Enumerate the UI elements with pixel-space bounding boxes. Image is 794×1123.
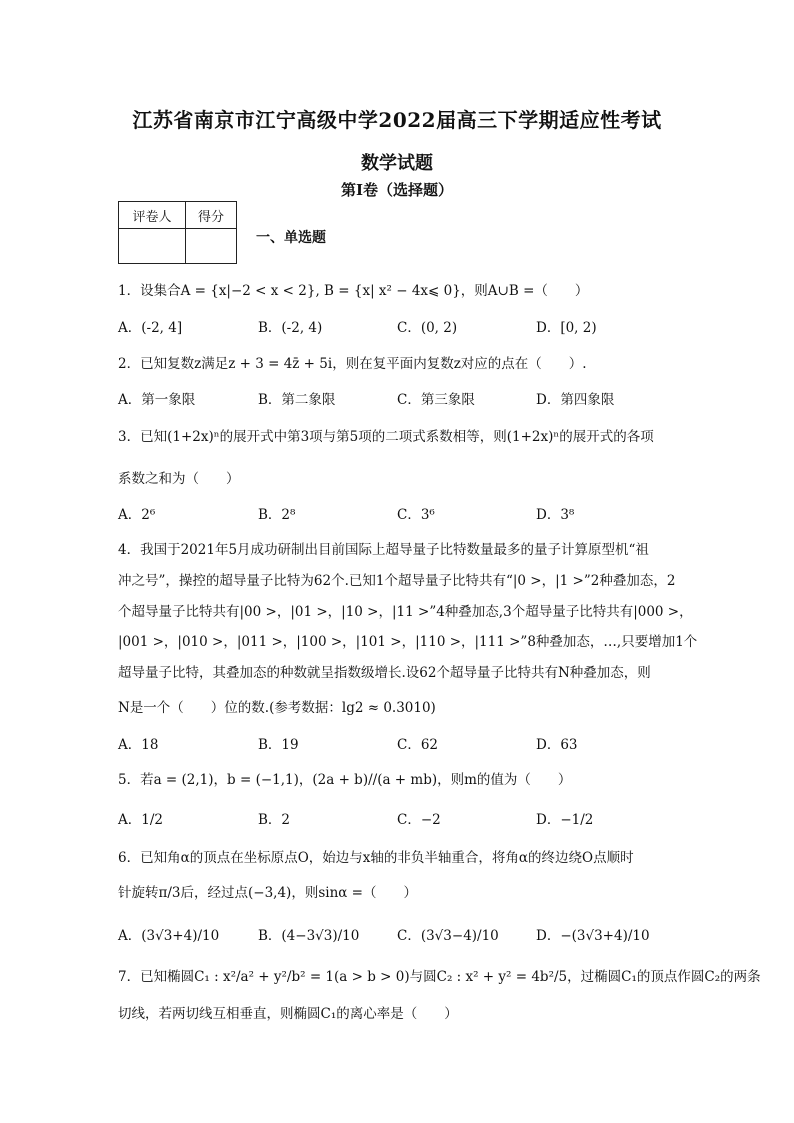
- question-4-stem-line-4: |001 >，|010 >，|011 >，|100 >，|101 >，|110 >，|111 >”8种叠加态，…,只要增加1个: [118, 634, 698, 650]
- question-1-option-b: B．(-2, 4): [258, 320, 323, 336]
- question-4-option-b: B．19: [258, 737, 299, 753]
- question-2-option-b: B．第二象限: [258, 392, 336, 408]
- score-table-cell-grader: [119, 229, 186, 264]
- question-5-option-d: D．−1/2: [536, 812, 594, 828]
- question-6-option-b: B．(4−3√3)/10: [258, 928, 360, 944]
- question-5-option-b: B．2: [258, 812, 291, 828]
- question-7-stem-line-2: 切线，若两切线互相垂直，则椭圆C₁的离心率是（ ）: [118, 1006, 458, 1022]
- question-2-option-d: D．第四象限: [536, 392, 615, 408]
- score-table-cell-score: [186, 229, 237, 264]
- exam-title: 江苏省南京市江宁高级中学2022届高三下学期适应性考试: [132, 108, 662, 132]
- question-5-option-a: A．1/2: [118, 812, 163, 828]
- question-4-stem-line-6: N是一个（ ）位的数.(参考数据：lg2 ≈ 0.3010): [118, 700, 436, 716]
- question-4-stem-line-5: 超导量子比特，其叠加态的种数就呈指数级增长.设62个超导量子比特共有N种叠加态，则: [118, 665, 651, 681]
- exam-subtitle: 数学试题: [361, 153, 433, 174]
- question-3-option-c: C．3⁶: [397, 507, 435, 523]
- question-6-option-a: A．(3√3+4)/10: [118, 928, 220, 944]
- score-table-header-score: 得分: [186, 202, 237, 229]
- question-3-stem-line-2: 系数之和为（ ）: [118, 471, 240, 487]
- question-4-option-a: A．18: [118, 737, 159, 753]
- question-6-stem-line-1: 6．已知角α的顶点在坐标原点O，始边与x轴的非负半轴重合，将角α的终边绕O点顺时: [118, 850, 634, 866]
- question-1-stem: 1．设集合A = {x|−2 < x < 2}, B = {x| x² − 4x⩽ 0}，则A∪B =（ ）: [118, 283, 589, 299]
- question-2-stem: 2．已知复数z满足z + 3 = 4z̄ + 5i，则在复平面内复数z对应的点在（ ）.: [118, 356, 587, 372]
- question-4-option-d: D．63: [536, 737, 578, 753]
- question-1-option-c: C．(0, 2): [397, 320, 458, 336]
- question-4-stem-line-1: 4．我国于2021年5月成功研制出目前国际上超导量子比特数量最多的量子计算原型机“祖: [118, 542, 649, 558]
- question-3-stem-line-1: 3．已知(1+2x)ⁿ的展开式中第3项与第5项的二项式系数相等，则(1+2x)ⁿ的展开式的各项: [118, 429, 654, 445]
- question-4-stem-line-3: 个超导量子比特共有|00 >，|01 >，|10 >，|11 >”4种叠加态,3个超导量子比特共有|000 >，: [118, 604, 693, 620]
- question-2-option-c: C．第三象限: [397, 392, 475, 408]
- question-5-option-c: C．−2: [397, 812, 441, 828]
- question-3-option-a: A．2⁶: [118, 507, 156, 523]
- question-6-option-d: D．−(3√3+4)/10: [536, 928, 650, 944]
- score-table-header-grader: 评卷人: [119, 202, 186, 229]
- question-4-stem-line-2: 冲之号”，操控的超导量子比特为62个.已知1个超导量子比特共有“|0 >，|1 >”2种叠加态，2: [118, 573, 676, 589]
- question-5-stem: 5．若a = (2,1)，b = (−1,1)，(2a + b)//(a + mb)，则m的值为（ ）: [118, 772, 572, 788]
- question-3-option-d: D．3⁸: [536, 507, 575, 523]
- question-6-stem-line-2: 针旋转π/3后，经过点(−3,4)，则sinα =（ ）: [118, 885, 417, 901]
- question-1-option-d: D．[0, 2): [536, 320, 597, 336]
- question-1-option-a: A．(-2, 4]: [118, 320, 183, 336]
- question-6-option-c: C．(3√3−4)/10: [397, 928, 499, 944]
- question-3-option-b: B．2⁸: [258, 507, 296, 523]
- question-2-option-a: A．第一象限: [118, 392, 196, 408]
- score-table: [118, 201, 237, 264]
- section-title: 一、单选题: [256, 230, 326, 246]
- question-7-stem-line-1: 7．已知椭圆C₁ : x²/a² + y²/b² = 1(a > b > 0)与圆C₂ : x² + y² = 4b²/5，过椭圆C₁的顶点作圆C₂的两条: [118, 969, 761, 985]
- question-4-option-c: C．62: [397, 737, 439, 753]
- volume-heading: 第I卷（选择题）: [340, 181, 454, 199]
